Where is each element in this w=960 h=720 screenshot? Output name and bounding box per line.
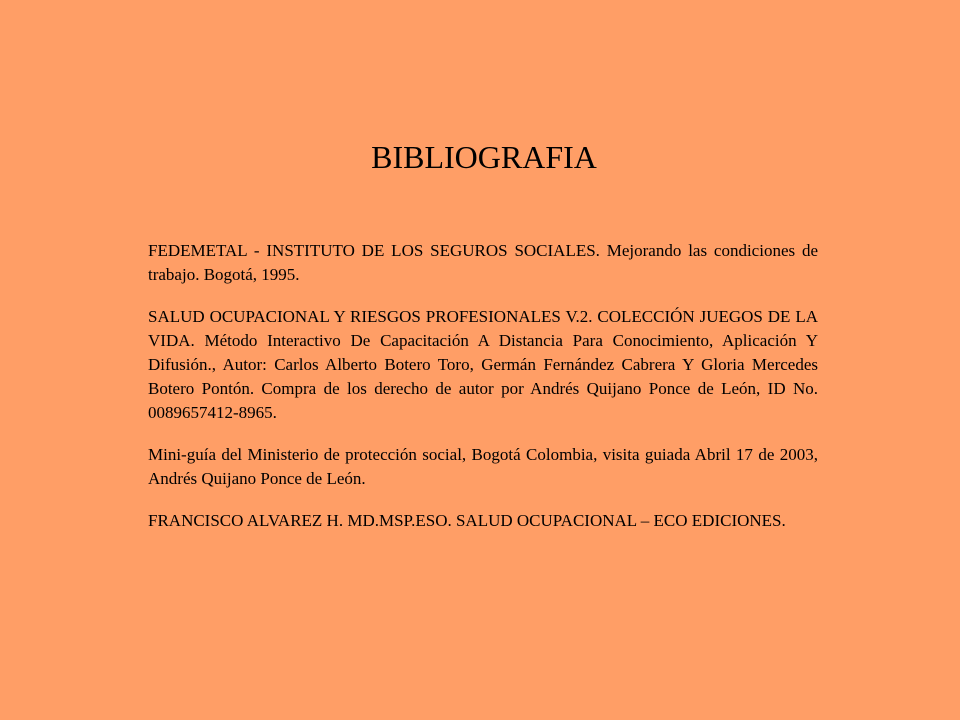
bibliography-entry: SALUD OCUPACIONAL Y RIESGOS PROFESIONALES V.2. COLECCIÓN JUEGOS DE LA VIDA. Método Interactivo De Capacitación A Distancia Para Conocimiento, Aplicación Y Difusión., Autor: Carlos Alberto Botero Toro, Germán Fernández Cabrera Y Gloria Mercedes Botero Pontón. Compra de los derecho de autor por Andrés Quijano Ponce de León, ID No. 0089657412-8965. [148, 307, 818, 422]
bibliography-list [148, 239, 818, 551]
page-title: BIBLIOGRAFIA [371, 139, 597, 175]
bibliography-entry: FEDEMETAL - INSTITUTO DE LOS SEGUROS SOCIALES. Mejorando las condiciones de trabajo. Bogotá, 1995. [148, 241, 818, 284]
bibliography-entry: Mini-guía del Ministerio de protección social, Bogotá Colombia, visita guiada Abril 17 de 2003, Andrés Quijano Ponce de León. [148, 445, 818, 488]
bibliography-entry: FRANCISCO ALVAREZ H. MD.MSP.ESO. SALUD OCUPACIONAL – ECO EDICIONES. [148, 511, 786, 530]
